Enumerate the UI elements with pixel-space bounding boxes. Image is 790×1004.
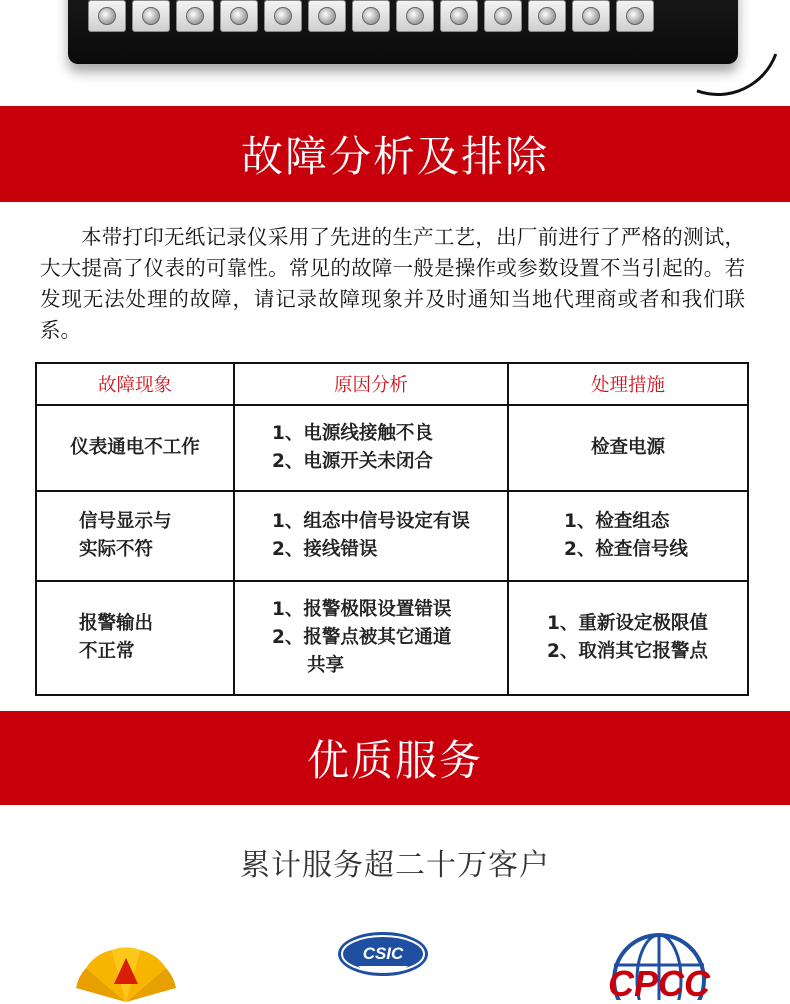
- table-row: [36, 491, 748, 581]
- cell-line: 2、电源开关未闭合: [272, 451, 433, 472]
- cell-line: 不正常: [79, 641, 135, 662]
- cause-cell: [234, 405, 508, 491]
- cell-line: 共享: [307, 655, 345, 676]
- service-subtitle: 累计服务超二十万客户: [240, 848, 550, 883]
- cell-line: 实际不符: [79, 539, 154, 560]
- cell-line: 信号显示与: [79, 511, 172, 532]
- petrochina-logo: [66, 944, 186, 1004]
- terminal-screw: [308, 0, 346, 32]
- power-cable: [634, 0, 790, 104]
- cell-line: 2、检查信号线: [564, 539, 688, 560]
- terminal-screw: [440, 0, 478, 32]
- section-banner-troubleshooting: [0, 106, 790, 202]
- intro-paragraph: 本带打印无纸记录仪采用了先进的生产工艺，出厂前进行了严格的测试，大大提高了仪表的可靠性。常见的故障一般是操作或参数设置不当引起的。若发现无法处理的故障，请记录故障现象并及时通知当地代理商或者和我们联系。: [40, 225, 745, 342]
- terminal-screw: [352, 0, 390, 32]
- terminal-screw: [220, 0, 258, 32]
- phenomenon-cell: [36, 491, 234, 581]
- recorder-terminal-block: [68, 0, 738, 64]
- terminal-screw: [264, 0, 302, 32]
- terminal-screws: [88, 0, 654, 32]
- terminal-screw: [176, 0, 214, 32]
- cell-line: 2、接线错误: [272, 539, 378, 560]
- section-title: 优质服务: [306, 736, 483, 785]
- cell-line: 2、报警点被其它通道: [272, 627, 452, 648]
- phenomenon-cell: [36, 581, 234, 695]
- phenomenon-cell: [36, 405, 234, 491]
- terminal-screw: [616, 0, 654, 32]
- section-banner-service: [0, 711, 790, 805]
- cpcc-logo-text: CPCC: [607, 963, 711, 1000]
- csic-logo: [336, 930, 430, 982]
- fix-cell: [508, 405, 748, 491]
- table-row: [36, 405, 748, 491]
- fix-cell: [508, 581, 748, 695]
- fix-cell: [508, 491, 748, 581]
- terminal-screw: [88, 0, 126, 32]
- terminal-screw: [132, 0, 170, 32]
- cell-line: 1、组态中信号设定有误: [272, 511, 470, 532]
- cell-line: 1、重新设定极限值: [547, 613, 708, 634]
- fault-table: [35, 362, 749, 696]
- cell-line: 报警输出: [79, 613, 154, 634]
- section-title: 故障分析及排除: [240, 132, 549, 181]
- terminal-screw: [528, 0, 566, 32]
- cell-line: 2、取消其它报警点: [547, 641, 708, 662]
- product-photo: [0, 0, 790, 104]
- cpcc-logo: [584, 930, 734, 1000]
- header-phenomenon: 故障现象: [36, 363, 234, 405]
- cell-line: 1、检查组态: [564, 511, 670, 532]
- cause-cell: [234, 491, 508, 581]
- table-row: [36, 581, 748, 695]
- terminal-screw: [396, 0, 434, 32]
- cell-line: 仪表通电不工作: [70, 437, 200, 458]
- cell-line: 检查电源: [590, 437, 665, 458]
- header-cause: 原因分析: [234, 363, 508, 405]
- cause-cell: [234, 581, 508, 695]
- header-fix: 处理措施: [508, 363, 748, 405]
- cell-line: 1、报警极限设置错误: [272, 599, 452, 620]
- cell-line: 1、电源线接触不良: [272, 423, 433, 444]
- csic-logo-text: CSIC: [362, 944, 404, 963]
- terminal-screw: [484, 0, 522, 32]
- terminal-screw: [572, 0, 610, 32]
- table-header-row: [36, 363, 748, 405]
